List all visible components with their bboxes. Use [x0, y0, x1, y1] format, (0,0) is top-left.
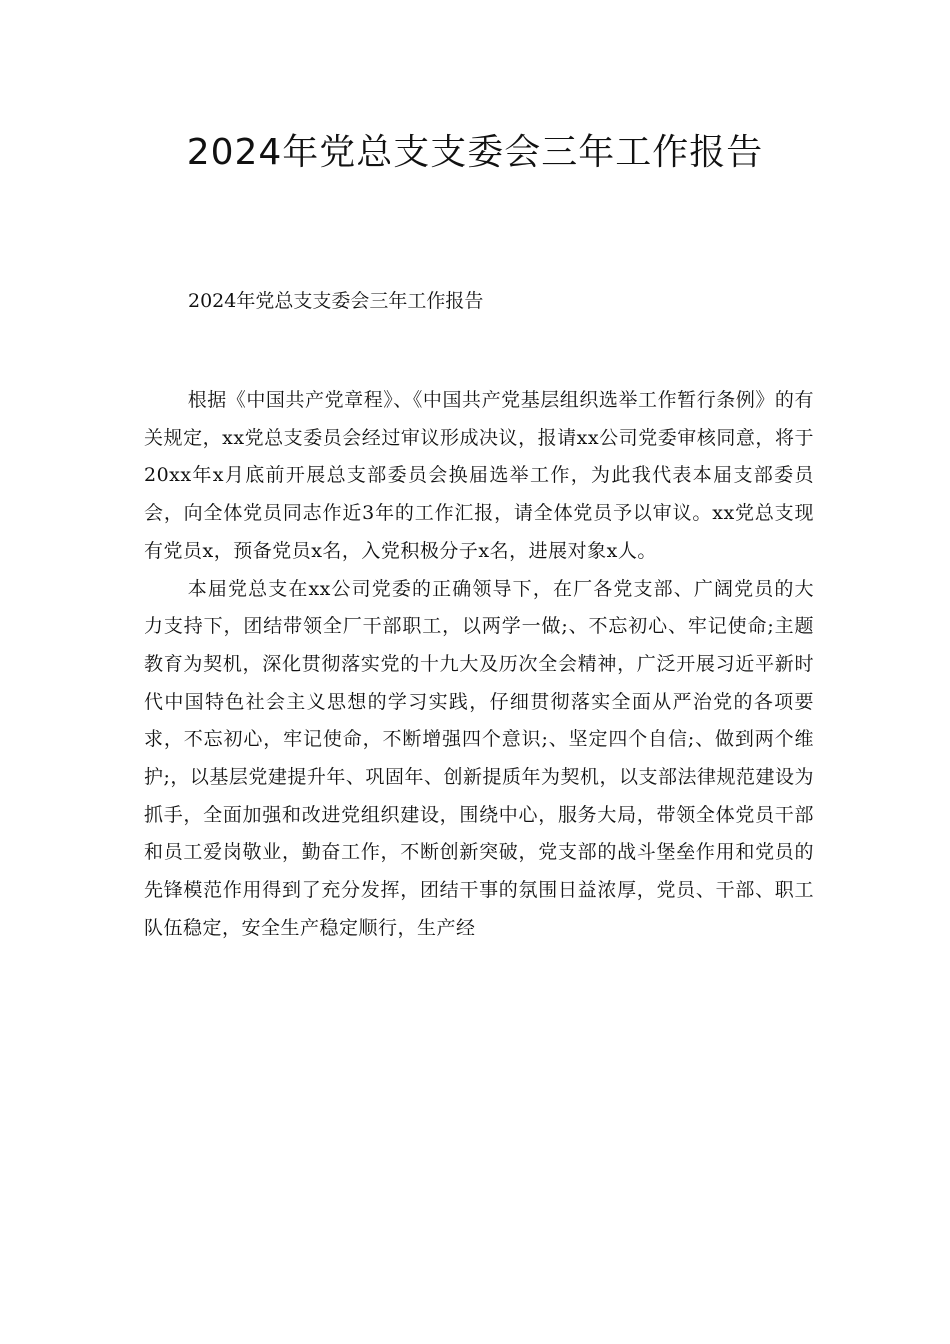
- document-subtitle: 2024年党总支支委会三年工作报告: [188, 290, 484, 312]
- document-title: 2024年党总支支委会三年工作报告: [186, 132, 764, 173]
- document-body: [144, 382, 814, 948]
- body-paragraph: 根据《中国共产党章程》、《中国共产党基层组织选举工作暂行条例》的有关规定，xx党总支委员会经过审议形成决议，报请xx公司党委审核同意，将于20xx年x月底前开展总支部委员会换届选举工作，为此我代表本届支部委员会，向全体党员同志作近3年的工作汇报，请全体党员予以审议。xx党总支现有党员x，预备党员x名，入党积极分子x名，进展对象x人。: [144, 389, 814, 562]
- body-paragraph: 本届党总支在xx公司党委的正确领导下，在厂各党支部、广阔党员的大力支持下，团结带领全厂干部职工，以两学一做;、不忘初心、牢记使命;主题教育为契机，深化贯彻落实党的十九大及历次全会精神，广泛开展习近平新时代中国特色社会主义思想的学习实践，仔细贯彻落实全面从严治党的各项要求，不忘初心，牢记使命，不断增强四个意识;、坚定四个自信;、做到两个维护;，以基层党建提升年、巩固年、创新提质年为契机，以支部法律规范建设为抓手，全面加强和改进党组织建设，围绕中心，服务大局，带领全体党员干部和员工爱岗敬业，勤奋工作，不断创新突破，党支部的战斗堡垒作用和党员的先锋模范作用得到了充分发挥，团结干事的氛围日益浓厚，党员、干部、职工队伍稳定，安全生产稳定顺行，生产经: [144, 577, 814, 939]
